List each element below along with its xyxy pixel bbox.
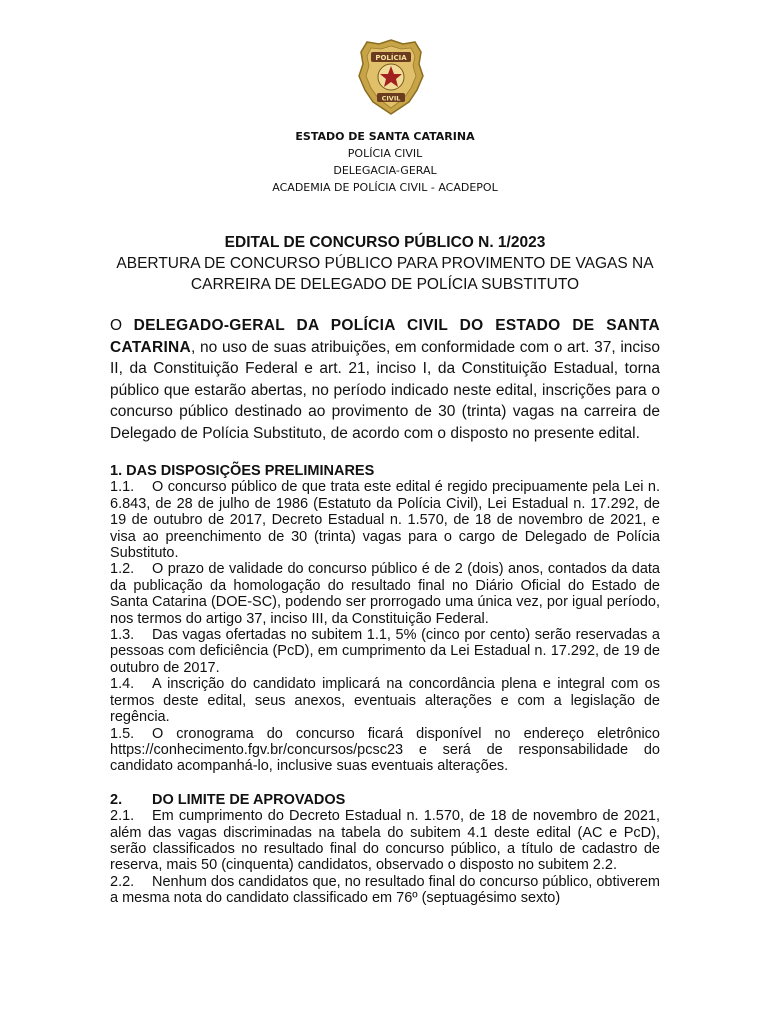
- document-header: [0, 128, 770, 196]
- svg-text:CIVIL: CIVIL: [381, 94, 401, 103]
- item-number: 2.1.: [110, 808, 135, 825]
- item-text: A inscrição do candidato implicará na concordância plena e integral com os termos deste edital, seus anexos, eventuais alterações e com a legislação de regência.: [110, 676, 660, 726]
- section-2-title: [110, 792, 660, 808]
- item-1-2: [110, 561, 660, 627]
- item-text: O cronograma do concurso ficará disponível no endereço eletrônico https://conhecimento.fgv.br/concursos/pcsc23 e será de responsabilidade do candidato acompanhá-lo, inclusive suas eventuais alterações.: [110, 725, 660, 775]
- header-state: ESTADO DE SANTA CATARINA: [295, 130, 475, 143]
- item-1-1: [110, 479, 660, 561]
- item-1-5: [110, 726, 660, 775]
- intro-paragraph: [110, 315, 660, 444]
- item-1-3: [110, 627, 660, 676]
- item-number: 1.1.: [110, 479, 135, 496]
- item-text: Nenhum dos candidatos que, no resultado final do concurso público, obtiverem a mesma nota do candidato classificado em 76º (septuagésimo sexto): [110, 873, 660, 907]
- title-line-2: ABERTURA DE CONCURSO PÚBLICO PARA PROVIMENTO DE VAGAS NA: [116, 255, 654, 272]
- item-number: 1.3.: [110, 627, 135, 644]
- section-2-number: 2.: [110, 791, 123, 808]
- item-1-4: [110, 676, 660, 725]
- item-text: O prazo de validade do concurso público é de 2 (dois) anos, contados da data da publicação da homologação do resultado final no Diário Oficial do Estado de Santa Catarina (DOE-SC), podendo ser prorrogado uma única vez, por igual período, nos termos do artigo 37, inciso III, da Constituição Federal.: [110, 561, 660, 627]
- item-number: 2.2.: [110, 873, 135, 890]
- item-number: 1.4.: [110, 676, 135, 693]
- item-number: 1.5.: [110, 725, 135, 742]
- item-text: Das vagas ofertadas no subitem 1.1, 5% (cinco por cento) serão reservadas a pessoas com deficiência (PcD), em cumprimento da Lei Estadual n. 17.292, de 19 de outubro de 2017.: [110, 627, 660, 676]
- edital-title: [0, 232, 770, 295]
- policia-civil-badge-icon: [357, 38, 425, 116]
- intro-bold: DELEGADO-GERAL DA POLÍCIA CIVIL DO ESTADO DE SANTA CATARINA: [110, 317, 660, 356]
- item-2-2: [110, 874, 660, 907]
- item-number: 1.2.: [110, 561, 135, 578]
- title-line-1: EDITAL DE CONCURSO PÚBLICO N. 1/2023: [224, 234, 546, 251]
- header-unit: DELEGACIA-GERAL: [333, 164, 437, 177]
- intro-rest: , no uso de suas atribuições, em conformidade com o art. 37, inciso II, da Constituição Federal e art. 21, inciso I, da Constituição Estadual, torna público que estarão abertas, no período indicado neste edital, inscrições para o concurso público destinado ao provimento de 30 (trinta) vagas na carreira de Delegado de Polícia Substituto, de acordo com o disposto no presente edital.: [110, 338, 660, 442]
- header-agency: POLÍCIA CIVIL: [347, 147, 423, 160]
- title-line-3: CARREIRA DE DELEGADO DE POLÍCIA SUBSTITUTO: [190, 276, 580, 293]
- header-academy: ACADEMIA DE POLÍCIA CIVIL - ACADEPOL: [272, 181, 498, 194]
- section-1: [110, 463, 660, 775]
- section-2-heading: DO LIMITE DE APROVADOS: [152, 791, 346, 808]
- section-2: [110, 792, 660, 907]
- item-text: O concurso público de que trata este edital é regido precipuamente pela Lei n. 6.843, de 28 de julho de 1986 (Estatuto da Polícia Civil), Lei Estadual n. 17.292, de 19 de outubro de 2017, Decreto Estadual n. 1.570, de 18 de novembro de 2021, e visa ao preenchimento de 30 (trinta) vagas para o cargo de Delegado de Polícia Substituto.: [110, 479, 660, 562]
- document-body: [110, 315, 660, 907]
- item-text: Em cumprimento do Decreto Estadual n. 1.570, de 18 de novembro de 2021, além das vagas discriminadas na tabela do subitem 4.1 deste edital (AC e PcD), serão classificados no resultado final do concurso público, a título de cadastro de reserva, mais 50 (cinquenta) candidatos, observado o disposto no subitem 2.2.: [110, 808, 660, 874]
- svg-text:POLÍCIA: POLÍCIA: [375, 54, 407, 62]
- item-2-1: [110, 808, 660, 874]
- section-1-title: 1. DAS DISPOSIÇÕES PRELIMINARES: [110, 463, 375, 479]
- intro-prefix: O: [110, 317, 134, 334]
